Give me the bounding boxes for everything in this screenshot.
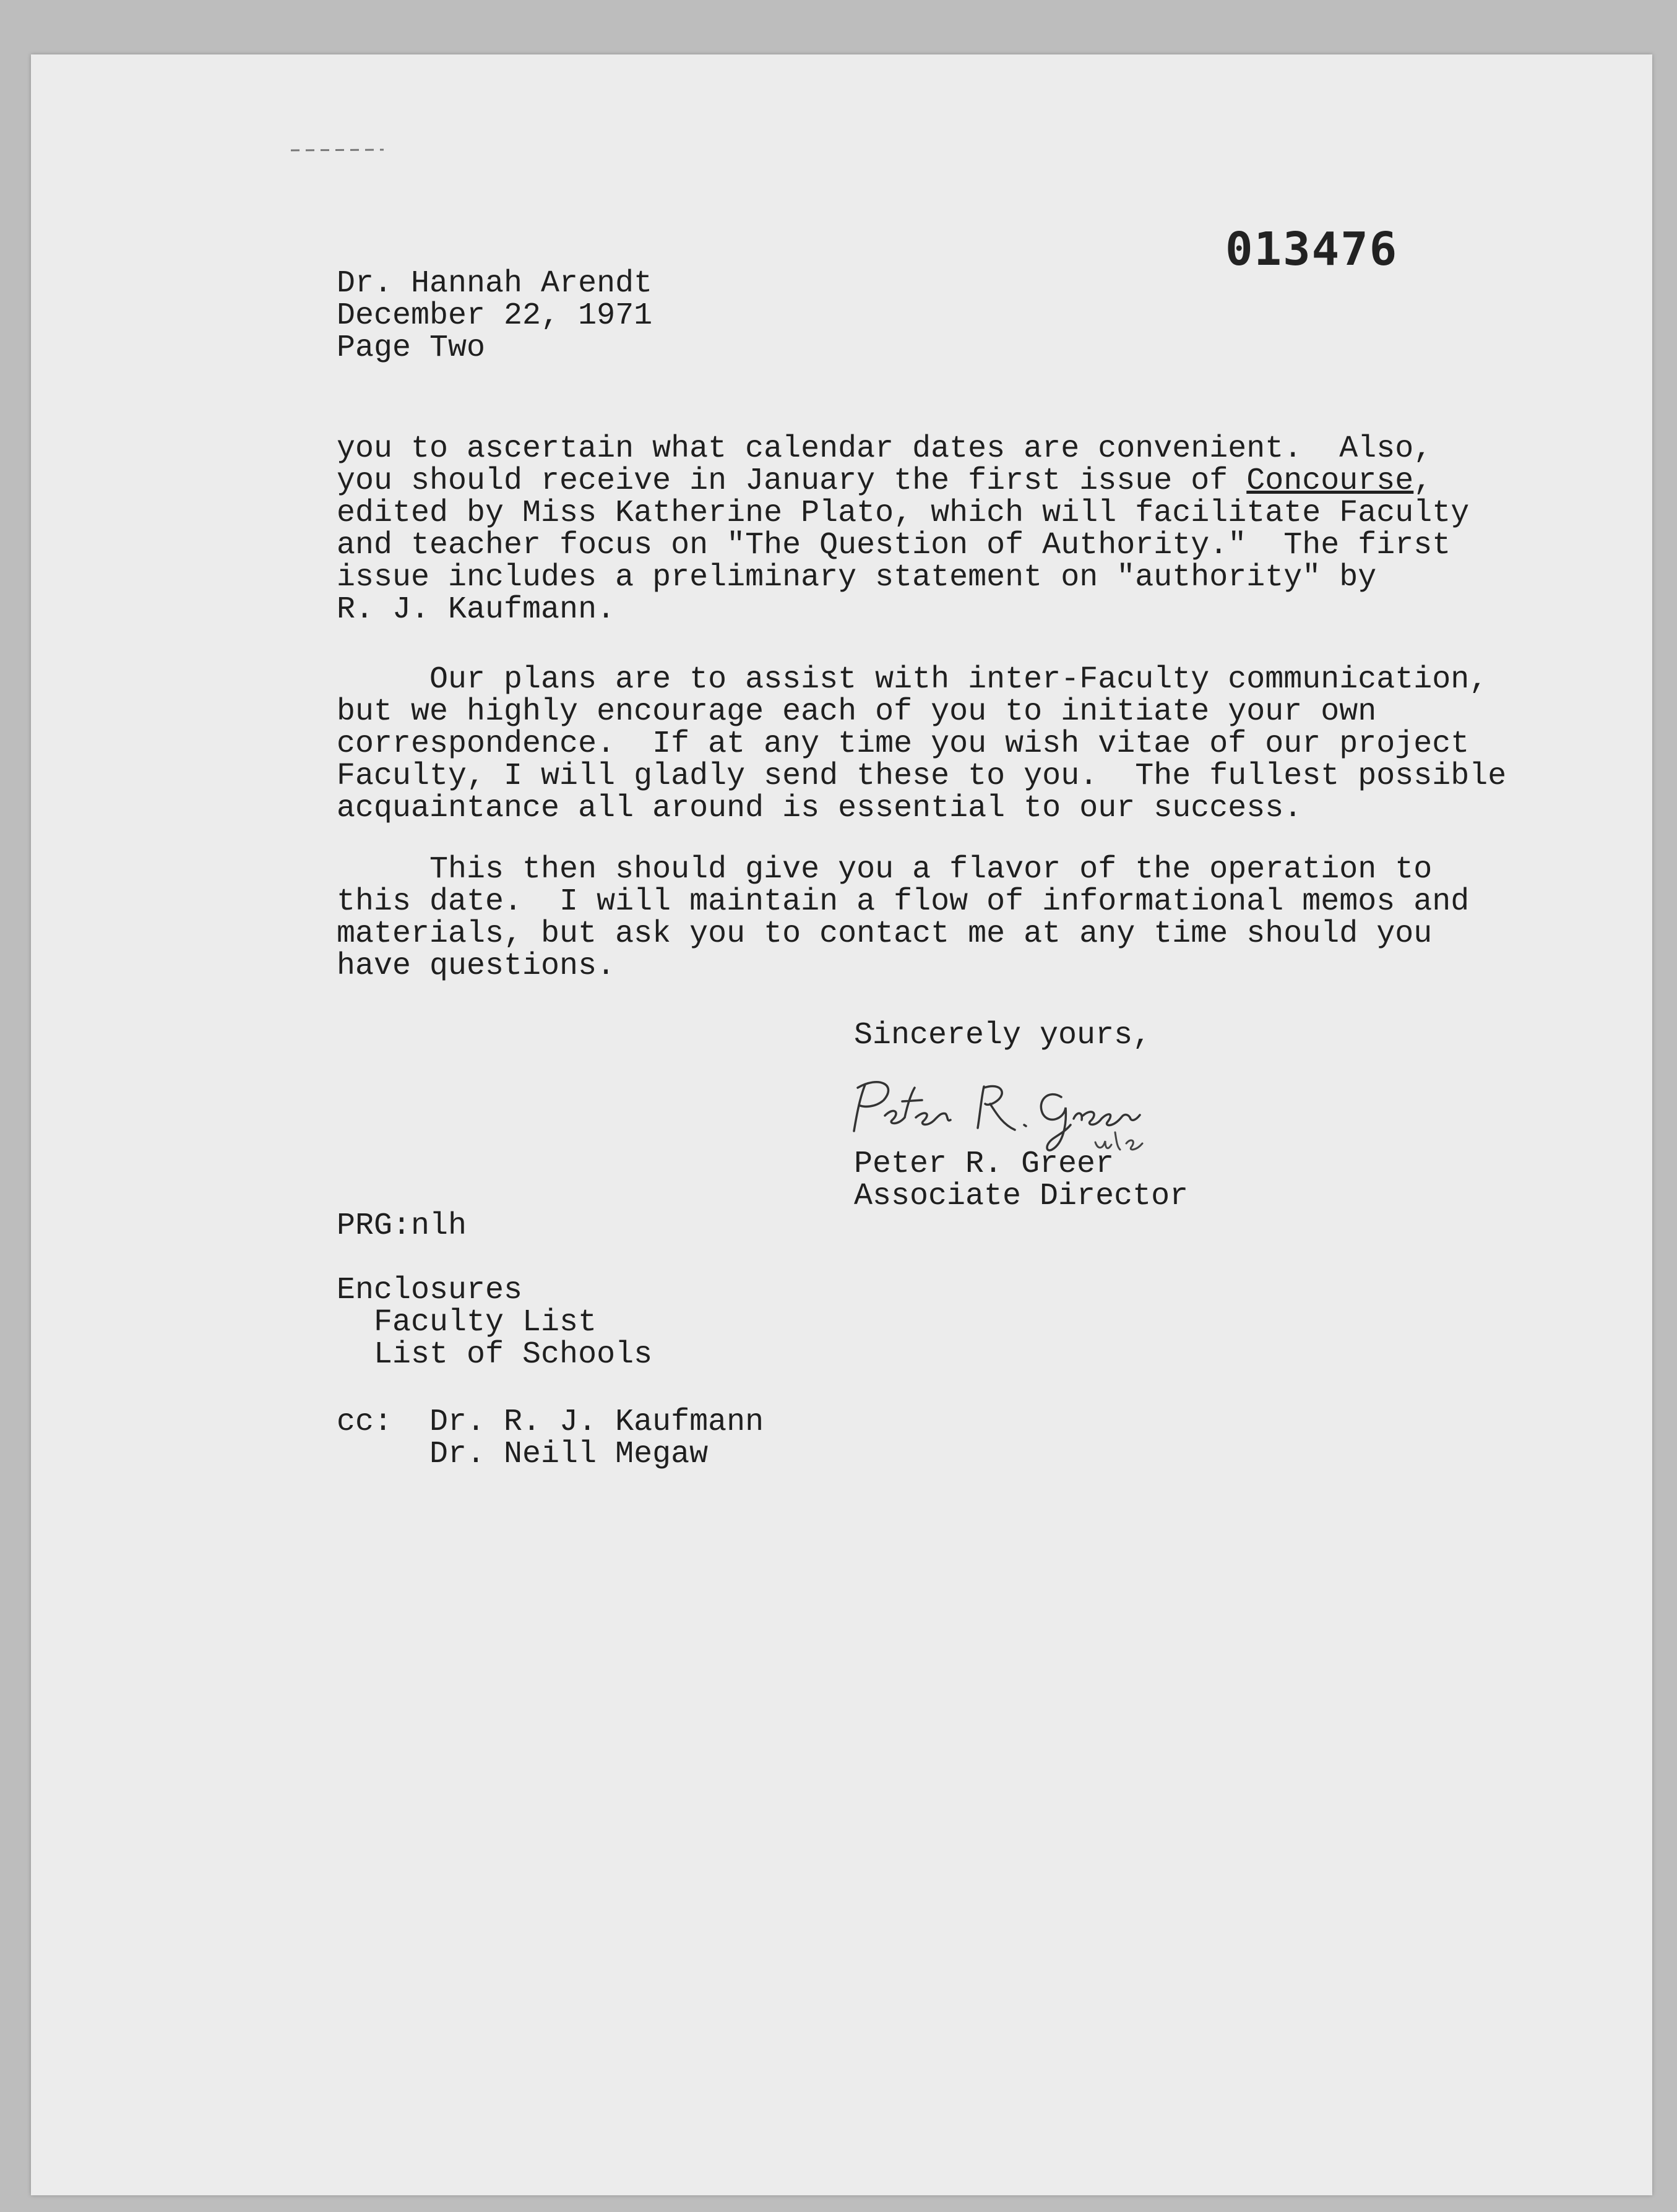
paragraph-2-line: acquaintance all around is essential to our success.: [337, 791, 1303, 826]
paragraph-1-line: you should receive in January the first issue of: [337, 463, 1247, 499]
publication-title: Concourse: [1246, 463, 1414, 499]
paragraph-2-line: Faculty, I will gladly send these to you. The fullest possible: [337, 759, 1507, 794]
stray-mark: [291, 147, 390, 153]
signatory-block: [854, 1148, 1188, 1213]
paragraph-1-line: and teacher focus on "The Question of Authority." The first: [337, 528, 1451, 563]
paragraph-2-line: Our plans are to assist with inter-Faculty communication,: [337, 662, 1488, 697]
letter-date: December 22, 1971: [337, 298, 653, 334]
paragraph-3: [337, 854, 1469, 983]
reference-initials: PRG:nlh: [337, 1208, 467, 1244]
document-number: 013476: [1225, 223, 1399, 276]
enclosures-heading: Enclosures: [337, 1273, 523, 1308]
paragraph-3-line: this date. I will maintain a flow of informational memos and: [337, 884, 1470, 919]
cc-line: Dr. Neill Megaw: [337, 1437, 709, 1472]
enclosures-block: [337, 1275, 652, 1371]
enclosure-item: List of Schools: [337, 1337, 653, 1372]
recipient-name: Dr. Hannah Arendt: [337, 266, 653, 301]
paragraph-2-line: but we highly encourage each of you to initiate your own: [337, 694, 1377, 729]
closing: Sincerely yours,: [854, 1018, 1152, 1053]
paragraph-1-line: edited by Miss Katherine Plato, which will facilitate Faculty: [337, 496, 1470, 531]
paragraph-2: [337, 664, 1506, 825]
paragraph-3-line: This then should give you a flavor of the operation to: [337, 852, 1433, 887]
paragraph-1-line: you to ascertain what calendar dates are convenient. Also,: [337, 431, 1433, 467]
letter-header: [337, 268, 652, 364]
paragraph-2-line: correspondence. If at any time you wish vitae of our project: [337, 726, 1470, 762]
paragraph-1: [337, 433, 1469, 626]
letter-page: [31, 54, 1652, 2195]
cc-block: [337, 1406, 764, 1471]
cc-line: cc: Dr. R. J. Kaufmann: [337, 1405, 764, 1440]
paragraph-1-punct: ,: [1413, 463, 1433, 499]
page-number: Page Two: [337, 330, 486, 366]
paragraph-1-line: R. J. Kaufmann.: [337, 592, 616, 627]
paragraph-3-line: have questions.: [337, 949, 616, 984]
signatory-title: Associate Director: [854, 1179, 1189, 1214]
paragraph-3-line: materials, but ask you to contact me at any time should you: [337, 916, 1433, 952]
paragraph-1-line: issue includes a preliminary statement on "authority" by: [337, 560, 1377, 595]
signatory-name: Peter R. Greer: [854, 1147, 1114, 1182]
enclosure-item: Faculty List: [337, 1305, 597, 1340]
